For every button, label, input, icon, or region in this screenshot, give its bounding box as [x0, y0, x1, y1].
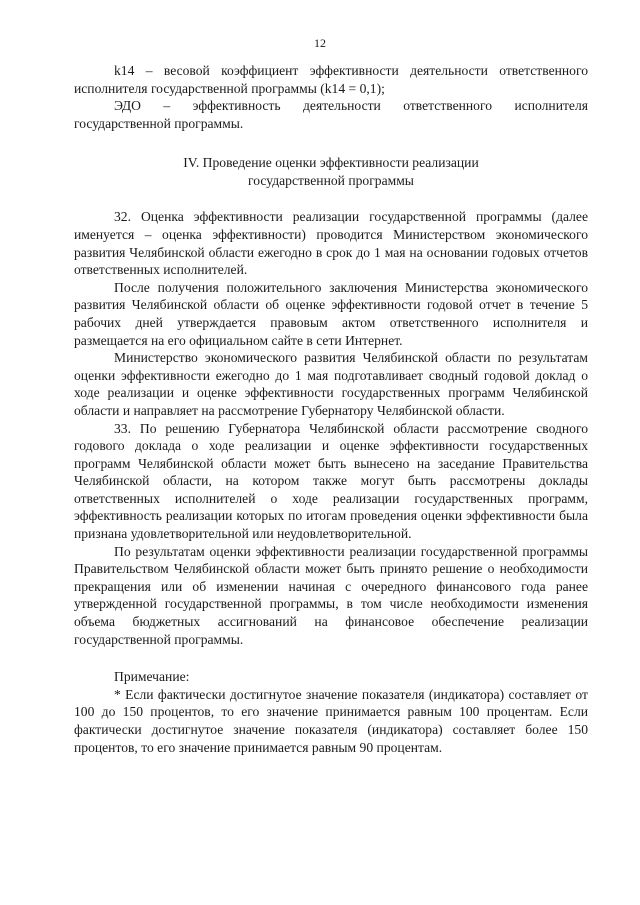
section-heading-line-2: государственной программы	[248, 173, 414, 189]
note-text: * Если фактически достигнутое значение показателя (индикатора) составляет от 100 до 150 процентов, то его значение принимается равным 100 процентам. Если фактически достигнутое значение показателя (индикатора) составляет более 150 процентов, то его значение принимается равным 90 процентам.	[74, 686, 588, 755]
section-heading-line-1: IV. Проведение оценки эффективности реализации	[183, 155, 479, 171]
paragraph-annual-report: После получения положительного заключения Министерства экономического развития Челябинской области об оценке эффективности годовой отчет в течение 5 рабочих дней утверждается правовым актом ответственного исполнителя и размещается на его официальном сайте в сети Интернет.	[74, 279, 588, 348]
document-body	[74, 62, 588, 756]
paragraph-summary-report: Министерство экономического развития Челябинской области по результатам оценки эффективности ежегодно до 1 мая подготавливает сводный годовой доклад о ходе реализации и оценке эффективности государственных программ Челябинской области и направляет на рассмотрение Губернатору Челябинской области.	[74, 350, 588, 418]
paragraph-decision: По результатам оценки эффективности реализации государственной программы Правительством Челябинской области может быть принято решение о необходимости прекращения или об изменении начиная с очередного финансового года ранее утвержденной государственной программы, в том числе необходимости изменения объема бюджетных ассигнований на финансовое обеспечение реализации государственной программы.	[74, 543, 588, 647]
note-label: Примечание:	[114, 669, 190, 685]
page-number: 12	[314, 36, 326, 50]
paragraph-32: 32. Оценка эффективности реализации государственной программы (далее именуется – оценка эффективности) проводится Министерством экономического развития Челябинской области ежегодно в срок до 1 мая на основании годовых отчетов ответственных исполнителей.	[74, 209, 588, 278]
intro-paragraph-edo: ЭДО – эффективность деятельности ответственного исполнителя государственной программы.	[74, 98, 588, 131]
intro-paragraph-k14: k14 – весовой коэффициент эффективности деятельности ответственного исполнителя государственной программы (k14 = 0,1);	[74, 63, 588, 96]
section-heading	[74, 154, 588, 190]
paragraph-33: 33. По решению Губернатора Челябинской области рассмотрение сводного годового доклада о ходе реализации и оценке эффективности государственных программ Челябинской области может быть вынесено на заседание Правительства Челябинской области, на котором также могут быть рассмотрены доклады ответственных исполнителей о ходе реализации государственных программ, эффективность реализации которых по итогам проведения оценки эффективности была признана удовлетворительной или неудовлетворительной.	[74, 420, 588, 542]
